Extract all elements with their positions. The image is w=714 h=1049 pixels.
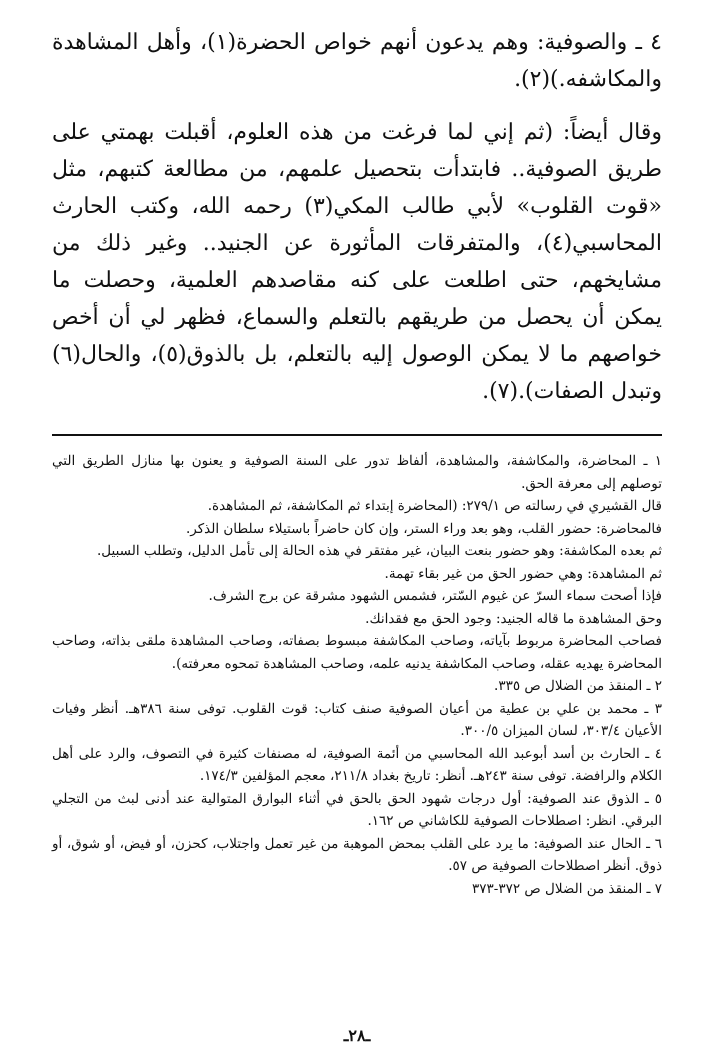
footnote: فصاحب المحاضرة مربوط بآياته، وصاحب المكاشفة مبسوط بصفاته، وصاحب المشاهدة ملقى بذاته، وصاحب المحاضرة يهديه عقله، وصاحب المكاشفة يدنيه علمه، وصاحب المشاهدة تمحوه معرفته). [52, 633, 662, 672]
footnote: ٢ ـ المنقذ من الضلال ص ٣٣٥. [494, 678, 662, 694]
footnote: وحق المشاهدة ما قاله الجنيد: وجود الحق مع فقدانك. [365, 610, 662, 627]
footnote: فإذا أصحت سماء السرّ عن غيوم السّتر، فشمس الشهود مشرقة عن برج الشرف. [208, 588, 662, 604]
main-text [52, 24, 662, 410]
footnote: ٧ ـ المنقذ من الضلال ص ٣٧٢-٣٧٣ [472, 880, 662, 897]
book-page [52, 24, 662, 1049]
footnote: ٤ ـ الحارث بن أسد أبوعبد الله المحاسبي من أئمة الصوفية، له مصنفات كثيرة في التصوف، والرد على أهل الكلام والرافضة. توفى سنة ٢٤٣هـ. أنظر: تاريخ بغداد ٢١١/٨، معجم المؤلفين ١٧٤/٣. [52, 745, 662, 784]
footnote: ٣ ـ محمد بن علي بن عطية من أعيان الصوفية صنف كتاب: قوت القلوب. توفى سنة ٣٨٦هـ. أنظر وفيات الأعيان ٣٠٣/٤، لسان الميزان ٣٠٠/٥. [52, 700, 662, 739]
main-paragraph: ٤ ـ والصوفية: وهم يدعون أنهم خواص الحضرة(١)، وأهل المشاهدة والمكاشفه.)(٢). [52, 30, 662, 92]
footnote: ثم بعده المكاشفة: وهو حضور بنعت البيان، غير مفتقر في هذه الحالة إلى تأمل الدليل، وتطلب السبيل. [97, 543, 662, 559]
footnote-divider [52, 434, 662, 436]
footnote: ٥ ـ الذوق عند الصوفية: أول درجات شهود الحق بالحق في أثناء البوارق المتوالية عند أدنى لبث من التجلي البرقي. انظر: اصطلاحات الصوفية للكاشاني ص ١٦٢. [52, 790, 662, 829]
footnote: فالمحاضرة: حضور القلب، وهو بعد وراء الستر، وإن كان حاضراً باستيلاء سلطان الذكر. [185, 520, 662, 537]
footnote: قال القشيري في رسالته ص ٢٧٩/١: (المحاضرة إبتداء ثم المكاشفة، ثم المشاهدة. [207, 498, 662, 514]
footnote: ثم المشاهدة: وهي حضور الحق من غير بقاء تهمة. [384, 565, 662, 582]
main-paragraph: وقال أيضاً: (ثم إني لما فرغت من هذه العلوم، أقبلت بهمتي على طريق الصوفية.. فابتدأت بتحصيل علمهم، من مطالعة كتبهم، مثل «قوت القلوب» لأبي طالب المكي(٣) رحمه الله، وكتب الحارث المحاسبي(٤)، والمتفرقات المأثورة عن الجنيد.. وغير ذلك من مشايخهم، حتى اطلعت على كنه مقاصدهم العلمية، وحصلت ما يمكن أن يحصل من طريقهم بالتعلم والسماع، فظهر لي أن أخص خواصهم ما لا يمكن الوصول إليه بالتعلم، بل بالذوق(٥)، والحال(٦) وتبدل الصفات).(٧). [52, 120, 662, 404]
footnote: ٦ ـ الحال عند الصوفية: ما يرد على القلب بمحض الموهبة من غير تعمل واجتلاب، كحزن، أو فيض، أو شوق، أو ذوق. أنظر اصطلاحات الصوفية ص ٥٧. [52, 835, 662, 874]
footnotes [52, 450, 662, 900]
page-number: ـ٢٨ـ [343, 1026, 371, 1045]
footnote: ١ ـ المحاضرة، والمكاشفة، والمشاهدة، ألفاظ تدور على السنة الصوفية و يعنون بها منازل الطريق التي توصلهم إلى معرفة الحق. [52, 453, 663, 492]
